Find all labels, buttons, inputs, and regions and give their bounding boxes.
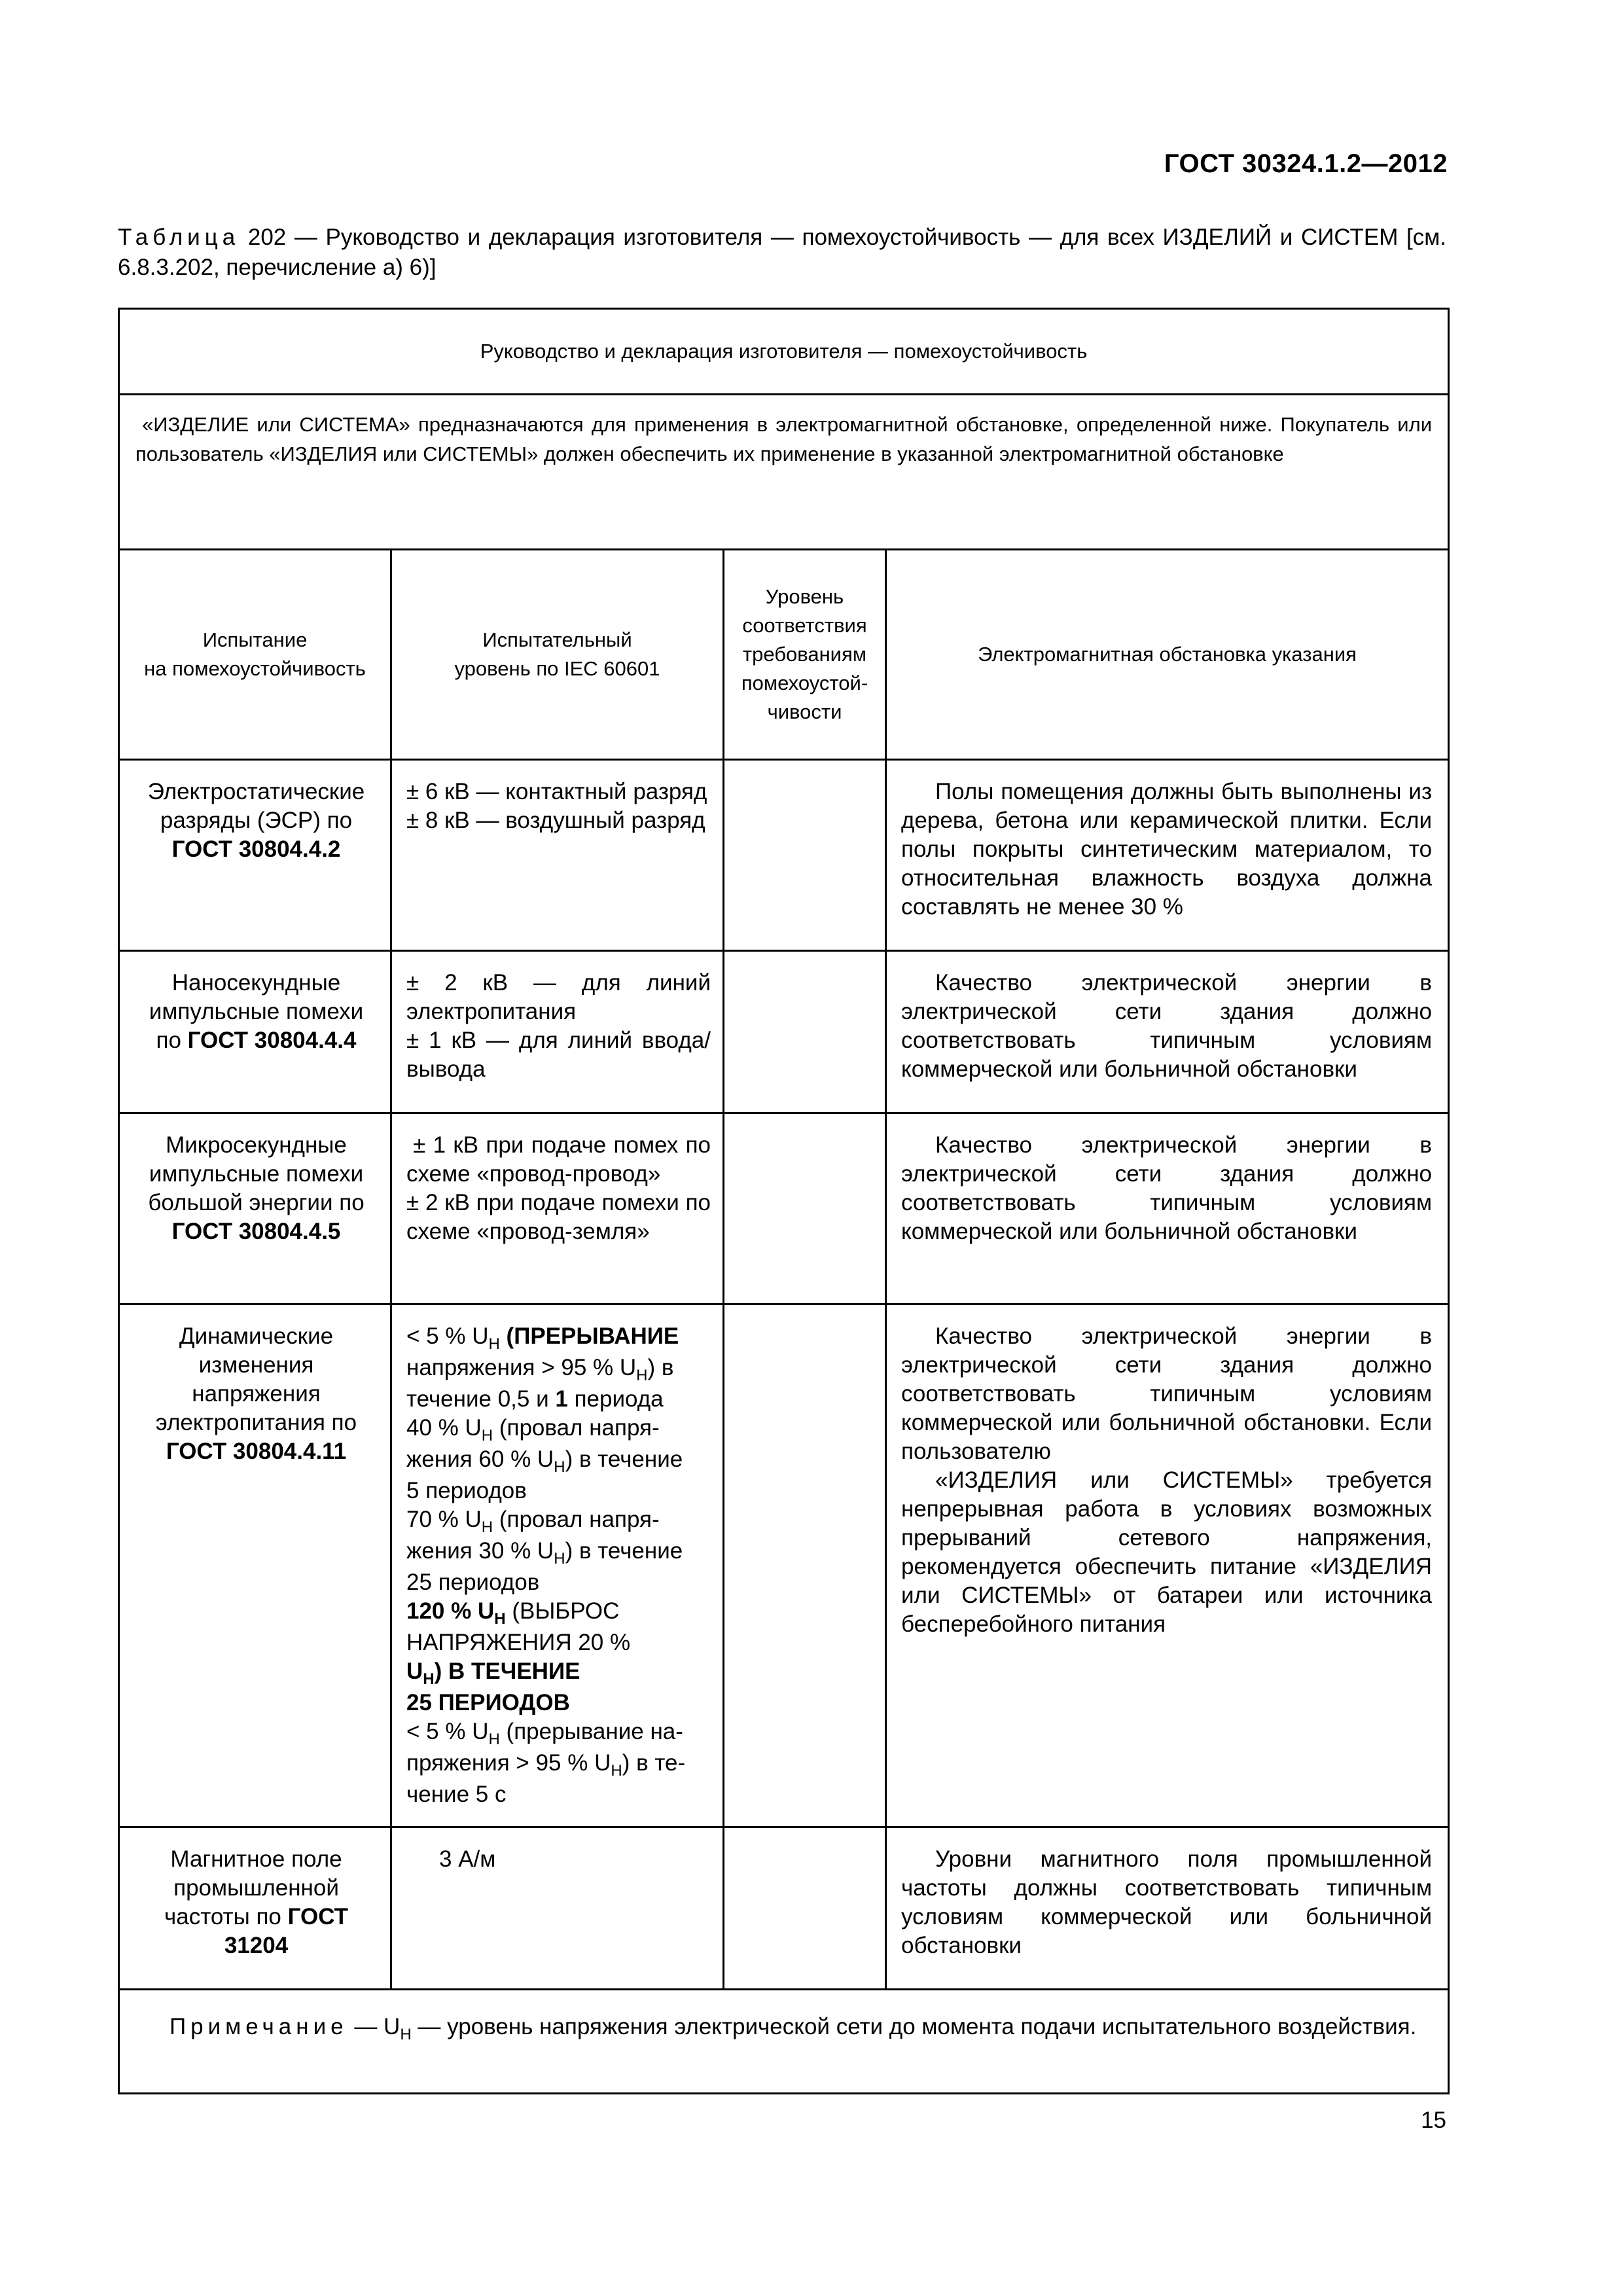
environment-cell: Качество электрической энергии в электрической сети здания должно соответствовать типичным условиям коммерческой или больничной обстановки [886,1113,1449,1304]
col-header-test-level: Испытательный уровень по IEC 60601 [391,550,724,760]
immunity-table [118,308,1450,2094]
test-level-cell: ± 6 кВ — контактный разряд ± 8 кВ — воздушный разряд [391,760,724,951]
test-level-cell: < 5 % $U_Н$ (ПРЕРЫВАНИЕ напряжения > 95 % $U_Н$) в течение 0,5 и 1 периода 40 % $U_Н$ (провал напря- жения 60 % $U_Н$) в течение 5 периодов 70 % $U_Н$ (провал напря- жения 30 % $U_Н$) в течение 25 периодов 120 % $U_Н$ (ВЫБРОС НАПРЯЖЕНИЯ 20 % $U_Н$) В ТЕЧЕНИЕ 25 ПЕРИОДОВ < 5 % $U_Н$ (прерывание на- пряжения > 95 % $U_Н$) в те- чение 5 с [391,1304,724,1827]
test-name-cell: Магнитное поле промышленной частоты по ГОСТ 31204 [119,1827,391,1990]
compliance-cell [724,1113,886,1304]
test-name-cell: Наносекундные импульсные помехи по ГОСТ 30804.4.4 [119,951,391,1113]
test-name-cell: Микросекундные импульсные помехи большой энергии по ГОСТ 30804.4.5 [119,1113,391,1304]
table-row [119,1113,1449,1304]
page-number: 15 [1421,2108,1446,2133]
test-name-cell: Динамические изменения напряжения электропитания по ГОСТ 30804.4.11 [119,1304,391,1827]
table-row [119,760,1449,951]
caption-label: Таблица [118,224,240,250]
table-intro: «ИЗДЕЛИЕ или СИСТЕМА» предназначаются для применения в электромагнитной обстановке, определенной ниже. Покупатель или пользователь «ИЗДЕЛИЯ или СИСТЕМЫ» должен обеспечить их применение в указанной электромагнитной обстановке [119,395,1449,550]
compliance-cell [724,760,886,951]
test-name-cell: Электростатические разряды (ЭСР) по ГОСТ 30804.4.2 [119,760,391,951]
table-row [119,1827,1449,1990]
compliance-cell [724,951,886,1113]
table-row [119,1304,1449,1827]
table-row [119,951,1449,1113]
test-level-cell: 3 А/м [391,1827,724,1990]
table-caption [118,223,1446,283]
test-level-cell: ± 1 кВ при подаче помех по схеме «провод-провод» ± 2 кВ при подаче помехи по схеме «провод-земля» [391,1113,724,1304]
test-level-cell: ± 2 кВ — для линий электропитания ± 1 кВ — для линий ввода/вывода [391,951,724,1113]
table-header-row [119,550,1449,760]
col-header-compliance-level: Уровень соответствия требованиям помехоустой- чивости [724,550,886,760]
col-header-environment: Электромагнитная обстановка указания [886,550,1449,760]
compliance-cell [724,1827,886,1990]
table-note: Примечание — $U_Н$ — уровень напряжения электрической сети до момента подачи испытательного воздействия. [119,1990,1449,2094]
col-header-test: Испытание на помехоустойчивость [119,550,391,760]
compliance-cell [724,1304,886,1827]
environment-cell: Качество электрической энергии в электрической сети здания должно соответствовать типичным условиям коммерческой или больничной обстановки. Если пользователю «ИЗДЕЛИЯ или СИСТЕМЫ» требуется непрерывная работа в условиях возможных прерываний сетевого напряжения, рекомендуется обеспечить питание «ИЗДЕЛИЯ или СИСТЕМЫ» от батареи или источника бесперебойного питания [886,1304,1449,1827]
caption-text: 202 — Руководство и декларация изготовителя — помехоустойчивость — для всех ИЗДЕЛИЙ и СИСТЕМ [см. 6.8.3.202, перечисление а) 6)] [118,224,1446,280]
environment-cell: Полы помещения должны быть выполнены из дерева, бетона или керамической плитки. Если полы покрыты синтетическим материалом, то относительная влажность воздуха должна составлять не менее 30 % [886,760,1449,951]
environment-cell: Уровни магнитного поля промышленной частоты должны соответствовать типичным условиям коммерческой или больничной обстановки [886,1827,1449,1990]
table-title: Руководство и декларация изготовителя — помехоустойчивость [119,309,1449,395]
environment-cell: Качество электрической энергии в электрической сети здания должно соответствовать типичным условиям коммерческой или больничной обстановки [886,951,1449,1113]
table-note-row [119,1990,1449,2094]
document-code: ГОСТ 30324.1.2—2012 [1164,149,1448,178]
